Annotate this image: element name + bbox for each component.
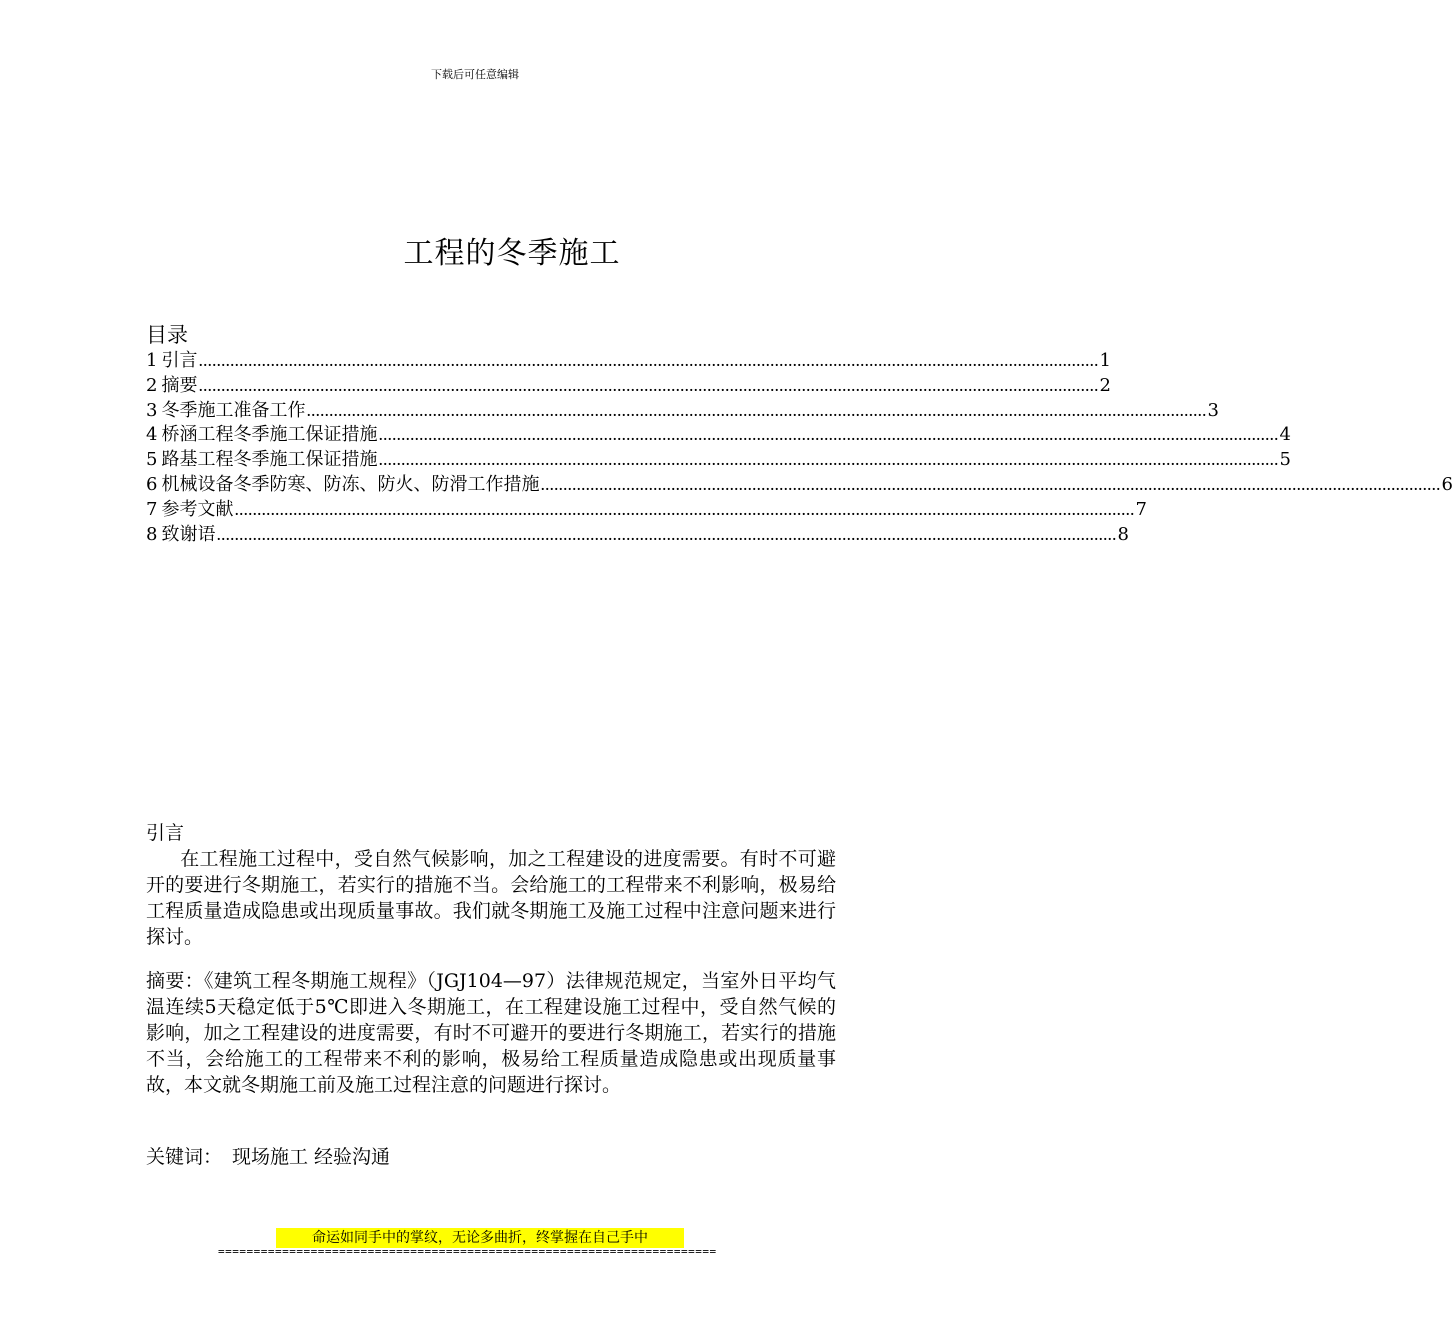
- toc-entry-acknowledgements[interactable]: [146, 522, 1129, 547]
- keywords-label: 关键词：: [146, 1146, 223, 1168]
- toc-entry-label: 引言: [161, 350, 198, 371]
- toc-entry-label: 参考文献: [161, 498, 234, 520]
- toc-entry-page: 4: [1279, 424, 1291, 446]
- toc-entry-number: 2: [146, 374, 158, 396]
- keywords-value: 现场施工 经验沟通: [232, 1146, 391, 1168]
- keywords-line: [146, 1142, 836, 1172]
- toc-heading: 目录: [146, 323, 188, 347]
- toc-dot-leader: ........................................................................................................................................................................................................: [378, 449, 1279, 470]
- toc-entry-subgrade-measures[interactable]: [146, 447, 1291, 472]
- toc-entry-introduction[interactable]: [146, 348, 1111, 373]
- toc-entry-label: 冬季施工准备工作: [161, 399, 306, 421]
- toc-list: [146, 348, 1453, 546]
- introduction-section: [146, 820, 836, 950]
- toc-dot-leader: ........................................................................................................................................................................................................: [378, 424, 1279, 445]
- toc-entry-page: 8: [1117, 523, 1129, 545]
- toc-entry-number: 5: [146, 449, 158, 471]
- toc-entry-label: 摘要: [161, 374, 198, 396]
- toc-entry-label: 机械设备冬季防寒、防冻、防火、防滑工作措施: [161, 473, 540, 495]
- toc-dot-leader: ........................................................................................................................................................................................................: [216, 523, 1117, 544]
- toc-dot-leader: ........................................................................................................................................................................................................: [540, 473, 1441, 494]
- abstract-paragraph: 摘要：《建筑工程冬期施工规程》（JGJ104—97）法律规范规定，当室外日平均气温连续5天稳定低于5℃即进入冬期施工，在工程建设施工过程中，受自然气候的影响，加之工程建设的进度需要，有时不可避开的要进行冬期施工，若实行的措施不当，会给施工的工程带来不利的影响，极易给工程质量造成隐患或出现质量事故，本文就冬期施工前及施工过程注意的问题进行探讨。: [146, 970, 836, 1096]
- table-of-contents: [146, 322, 1453, 546]
- toc-entry-page: 5: [1279, 449, 1291, 471]
- toc-entry-page: 2: [1099, 374, 1111, 396]
- toc-entry-number: 4: [146, 424, 158, 446]
- toc-entry-label: 致谢语: [161, 523, 216, 545]
- toc-entry-page: 6: [1441, 473, 1453, 495]
- header-note: 下载后可任意编辑: [431, 68, 519, 81]
- toc-entry-number: 3: [146, 399, 158, 421]
- document-title: 工程的冬季施工: [403, 236, 621, 271]
- toc-entry-bridge-measures[interactable]: [146, 422, 1291, 447]
- toc-entry-number: 6: [146, 473, 158, 495]
- introduction-heading: 引言: [146, 822, 185, 844]
- toc-dot-leader: ........................................................................................................................................................................................................: [234, 498, 1135, 519]
- toc-entry-page: 7: [1135, 498, 1147, 520]
- toc-entry-page: 3: [1207, 399, 1219, 421]
- abstract-section: [146, 968, 836, 1098]
- footer-motto: 命运如同手中的掌纹，无论多曲折，终掌握在自己手中: [276, 1228, 684, 1248]
- toc-dot-leader: ........................................................................................................................................................................................................: [198, 350, 1099, 370]
- toc-dot-leader: ........................................................................................................................................................................................................: [306, 399, 1207, 420]
- toc-entry-label: 路基工程冬季施工保证措施: [161, 449, 378, 471]
- toc-entry-abstract[interactable]: [146, 373, 1111, 398]
- toc-entry-references[interactable]: [146, 497, 1147, 522]
- toc-entry-label: 桥涵工程冬季施工保证措施: [161, 424, 378, 446]
- toc-entry-winter-preparation[interactable]: [146, 398, 1219, 423]
- toc-entry-machinery-measures[interactable]: [146, 472, 1453, 497]
- toc-entry-number: 7: [146, 498, 158, 520]
- toc-dot-leader: ........................................................................................................................................................................................................: [198, 374, 1099, 395]
- footer-divider: ======================================================================: [218, 1245, 717, 1258]
- toc-entry-number: 8: [146, 523, 158, 545]
- toc-entry-number: 1: [146, 350, 158, 371]
- toc-entry-page: 1: [1099, 350, 1111, 371]
- introduction-paragraph: 在工程施工过程中，受自然气候影响，加之工程建设的进度需要。有时不可避开的要进行冬期施工，若实行的措施不当。会给施工的工程带来不利影响，极易给工程质量造成隐患或出现质量事故。我们就冬期施工及施工过程中注意问题来进行探讨。: [146, 848, 836, 948]
